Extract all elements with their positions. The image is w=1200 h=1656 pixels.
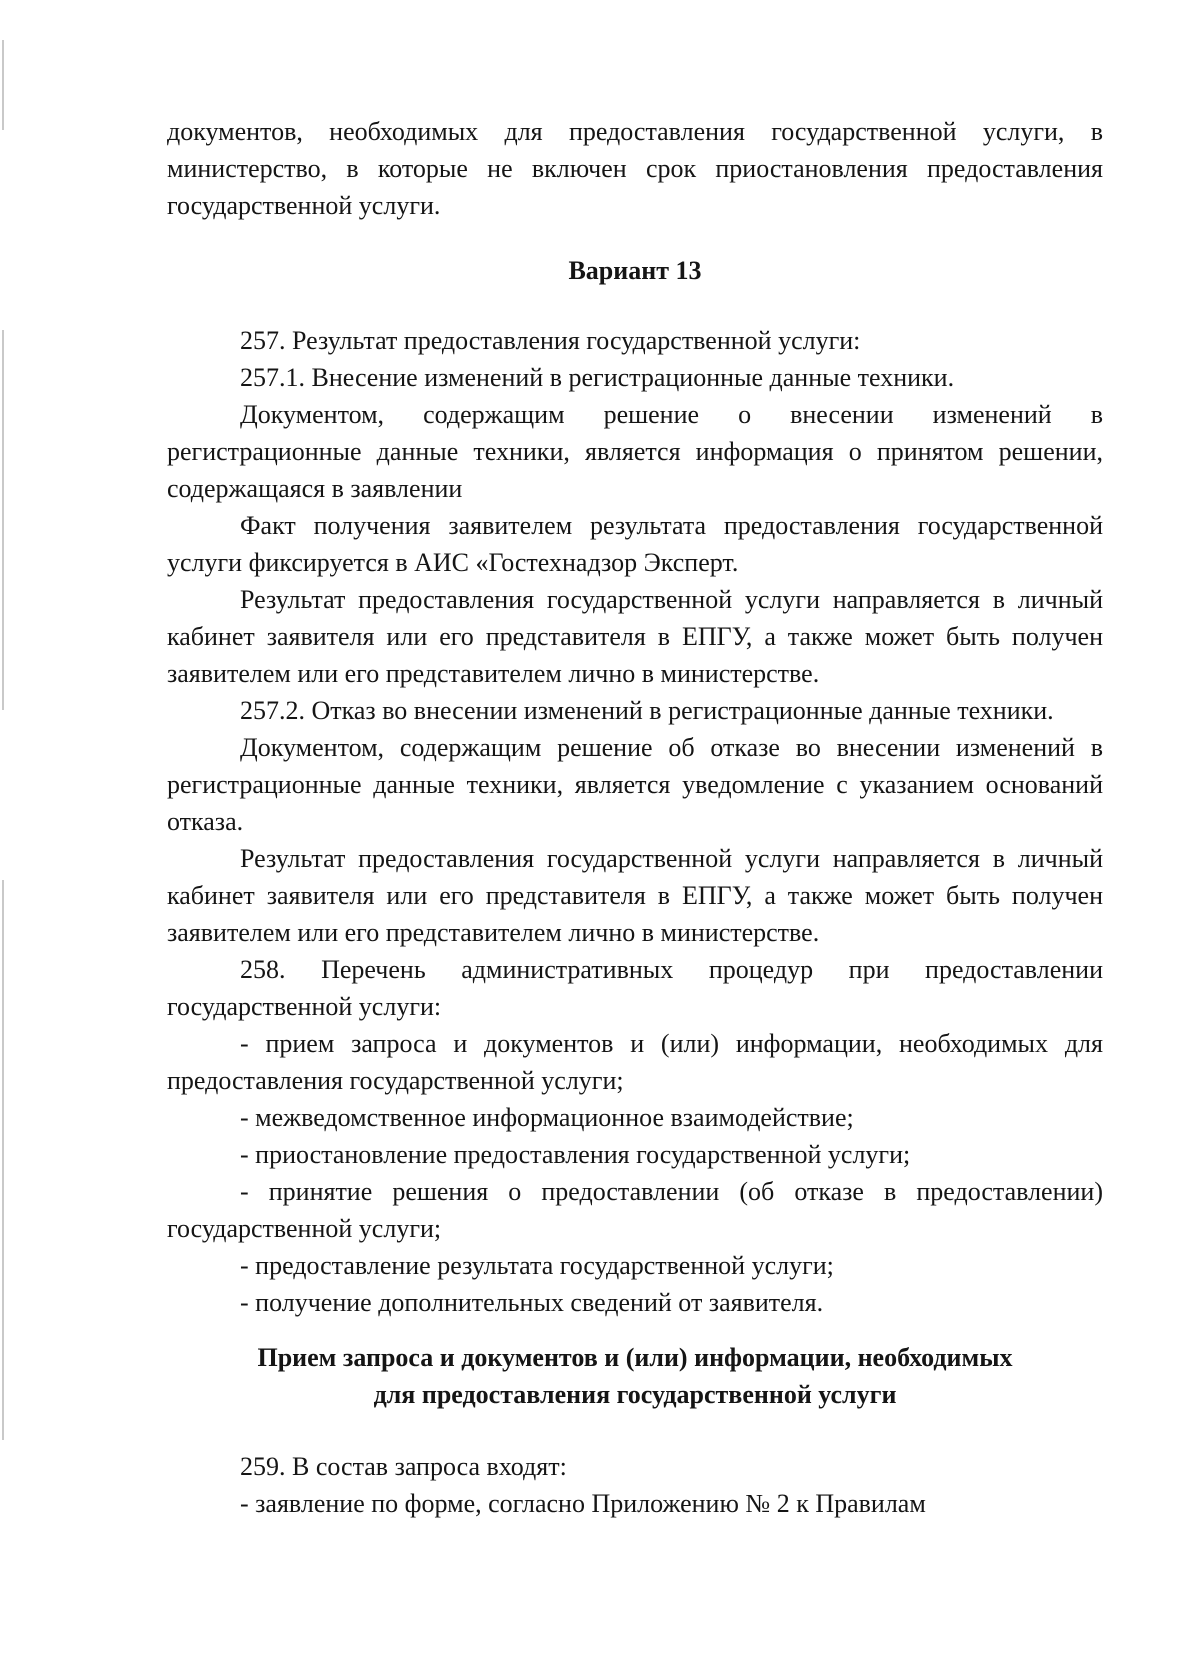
variant-heading: Вариант 13 [568, 256, 702, 285]
list-item: - принятие решения о предоставлении (об отказе в предоставлении) государственной услуги; [167, 1177, 1103, 1243]
paragraph-257-2: 257.2. Отказ во внесении изменений в регистрационные данные техники. [240, 696, 1054, 725]
paragraph-result-delivery: Результат предоставления государственной услуги направляется в личный кабинет заявителя или его представителя в ЕПГУ, а также может быть получен заявителем или его представителем лично в министерстве. [167, 585, 1103, 688]
paragraph-result-delivery-2: Результат предоставления государственной услуги направляется в личный кабинет заявителя или его представителя в ЕПГУ, а также может быть получен заявителем или его представителем лично в министерстве. [167, 844, 1103, 947]
list-item: - межведомственное информационное взаимодействие; [240, 1103, 854, 1132]
list-item: - предоставление результата государственной услуги; [240, 1251, 834, 1280]
body-text [167, 322, 1103, 1321]
paragraph-receipt-fact: Факт получения заявителем результата предоставления государственной услуги фиксируется в АИС «Гостехнадзор Эксперт. [167, 511, 1103, 577]
paragraph-259: 259. В состав запроса входят: [240, 1452, 567, 1481]
paragraph-257-1: 257.1. Внесение изменений в регистрационные данные техники. [240, 363, 955, 392]
section-heading-line-1: Прием запроса и документов и (или) информации, необходимых [257, 1343, 1013, 1372]
paragraph-257: 257. Результат предоставления государственной услуги: [240, 326, 861, 355]
list-item: - приостановление предоставления государственной услуги; [240, 1140, 911, 1169]
list-item: - заявление по форме, согласно Приложению № 2 к Правилам [240, 1489, 926, 1518]
scan-edge-mark [2, 330, 4, 710]
scan-edge-mark [2, 40, 4, 130]
paragraph-258: 258. Перечень административных процедур при предоставлении государственной услуги: [167, 955, 1103, 1021]
list-item: - прием запроса и документов и (или) информации, необходимых для предоставления государственной услуги; [167, 1029, 1103, 1095]
paragraph-refusal-document: Документом, содержащим решение об отказе во внесении изменений в регистрационные данные техники, является уведомление с указанием оснований отказа. [167, 733, 1103, 836]
section-heading-line-2: для предоставления государственной услуги [373, 1380, 897, 1409]
intro-paragraph: документов, необходимых для предоставления государственной услуги, в министерство, в которые не включен срок приостановления предоставления государственной услуги. [167, 117, 1103, 220]
scan-edge-mark [2, 880, 4, 1440]
final-text [167, 1448, 1103, 1522]
paragraph-decision-document: Документом, содержащим решение о внесении изменений в регистрационные данные техники, является информация о принятом решении, содержащаяся в заявлении [167, 400, 1103, 503]
list-item: - получение дополнительных сведений от заявителя. [240, 1288, 824, 1317]
